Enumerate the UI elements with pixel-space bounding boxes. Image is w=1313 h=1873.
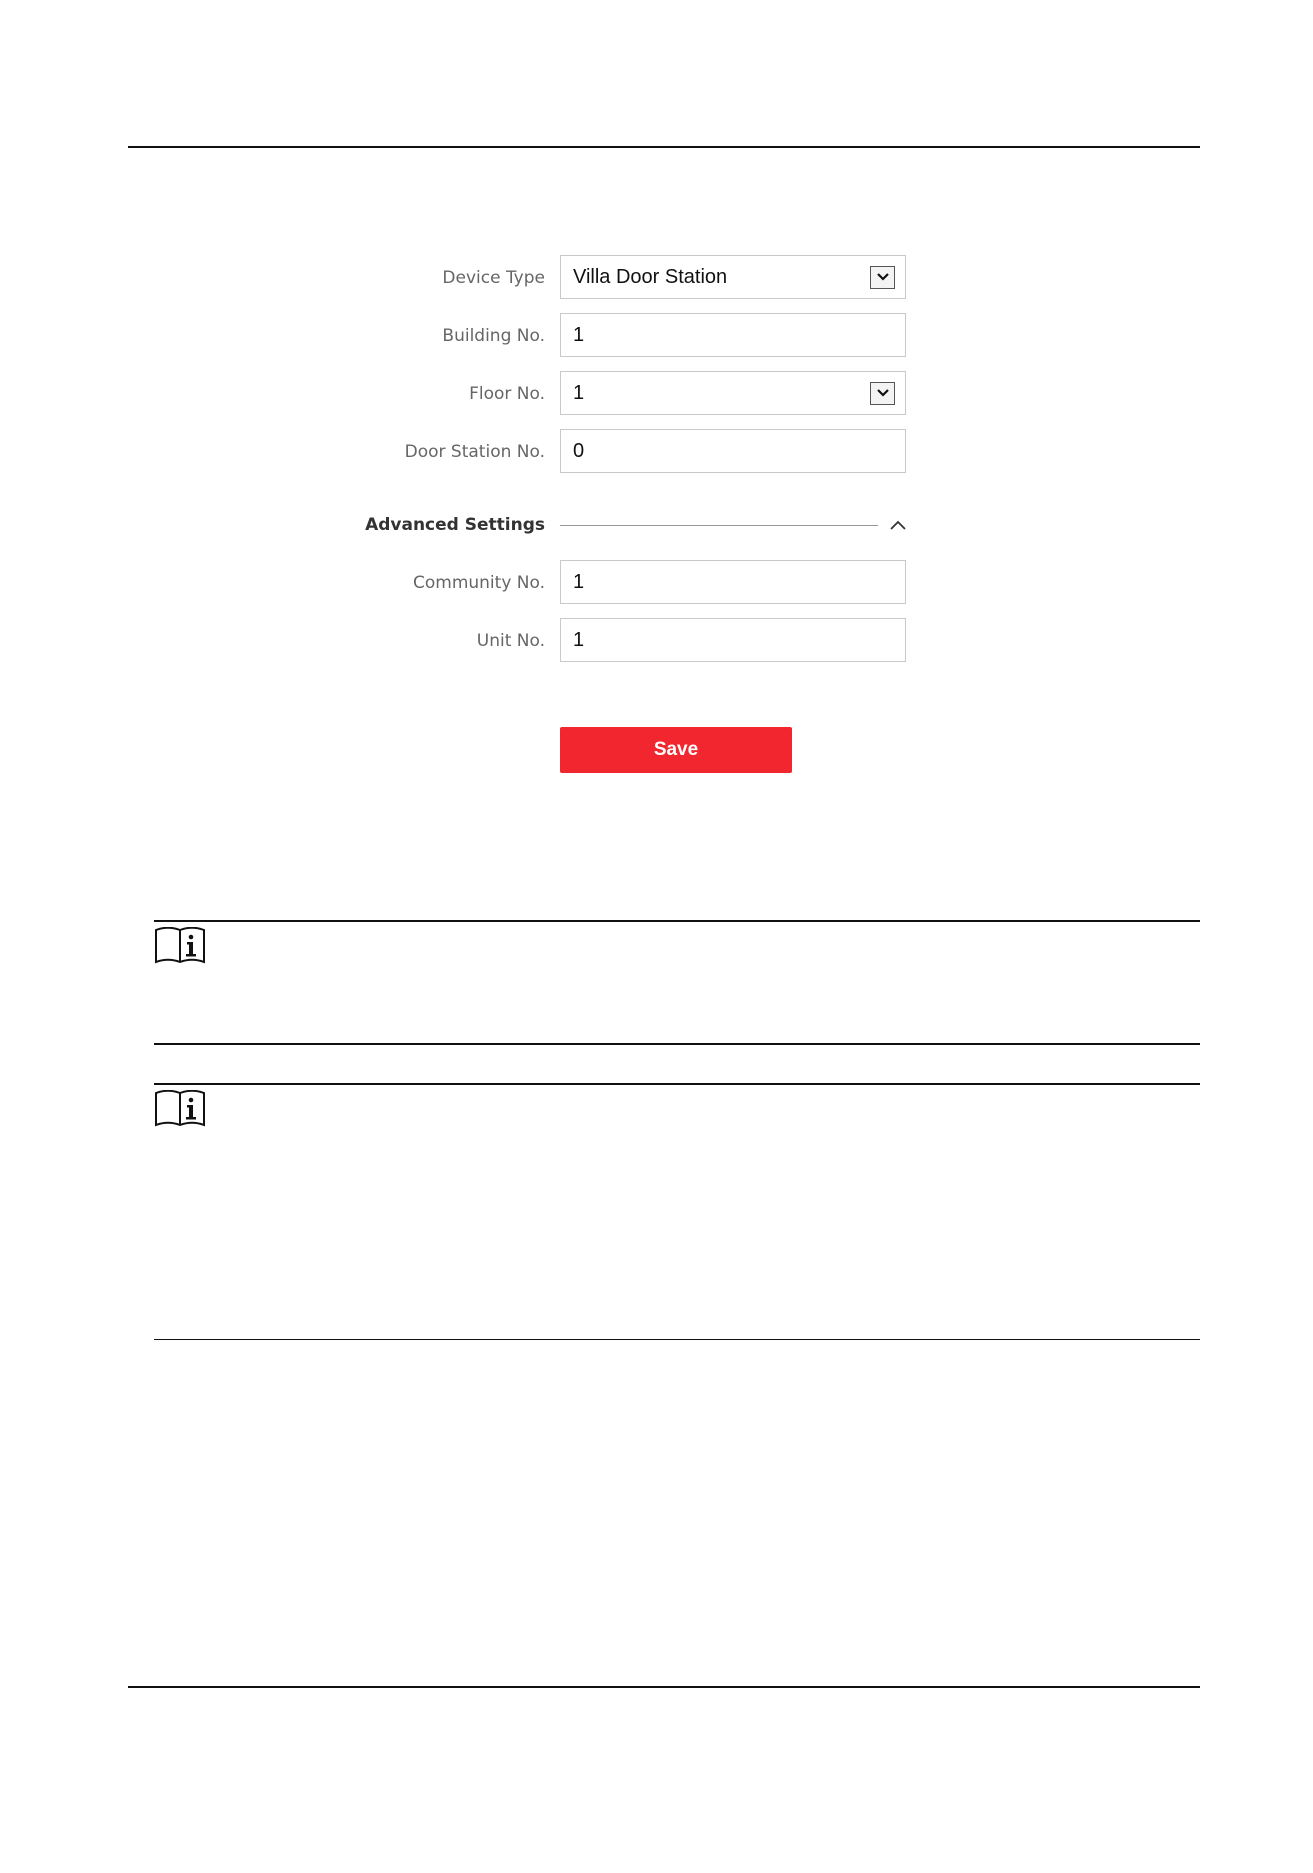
device-type-value: Villa Door Station (573, 265, 728, 288)
chevron-down-icon (876, 272, 890, 282)
device-type-dropdown-button[interactable] (870, 266, 895, 289)
floor-no-row (300, 371, 910, 417)
building-no-input[interactable]: 1 (560, 313, 906, 357)
community-no-input[interactable]: 1 (560, 560, 906, 604)
unit-no-row (300, 618, 910, 664)
note1-top-rule (154, 920, 1200, 922)
chevron-up-icon[interactable] (888, 515, 908, 535)
door-station-form (0, 0, 1313, 800)
building-no-label: Building No. (442, 326, 545, 346)
floor-no-value: 1 (573, 381, 585, 404)
chevron-down-icon (876, 388, 890, 398)
note2-bottom-rule (154, 1339, 1200, 1340)
building-no-row (300, 313, 910, 359)
unit-no-input[interactable]: 1 (560, 618, 906, 662)
floor-no-label: Floor No. (469, 384, 545, 404)
save-button[interactable]: Save (560, 727, 792, 773)
note-info-icon (154, 1090, 206, 1128)
door-station-no-input[interactable]: 0 (560, 429, 906, 473)
note1-bottom-rule (154, 1043, 1200, 1045)
device-type-label: Device Type (442, 268, 545, 288)
door-station-no-row (300, 429, 910, 475)
note-info-icon (154, 927, 206, 965)
device-type-row (300, 255, 910, 301)
community-no-row (300, 560, 910, 606)
footer-rule (128, 1686, 1200, 1688)
advanced-settings-header[interactable] (300, 512, 910, 538)
device-type-select[interactable] (560, 255, 906, 299)
floor-no-dropdown-button[interactable] (870, 382, 895, 405)
door-station-no-label: Door Station No. (404, 442, 545, 462)
advanced-settings-divider (560, 525, 878, 526)
floor-no-select[interactable] (560, 371, 906, 415)
note2-top-rule (154, 1083, 1200, 1085)
unit-no-label: Unit No. (476, 631, 545, 651)
advanced-settings-title: Advanced Settings (365, 515, 545, 535)
community-no-label: Community No. (412, 573, 545, 593)
